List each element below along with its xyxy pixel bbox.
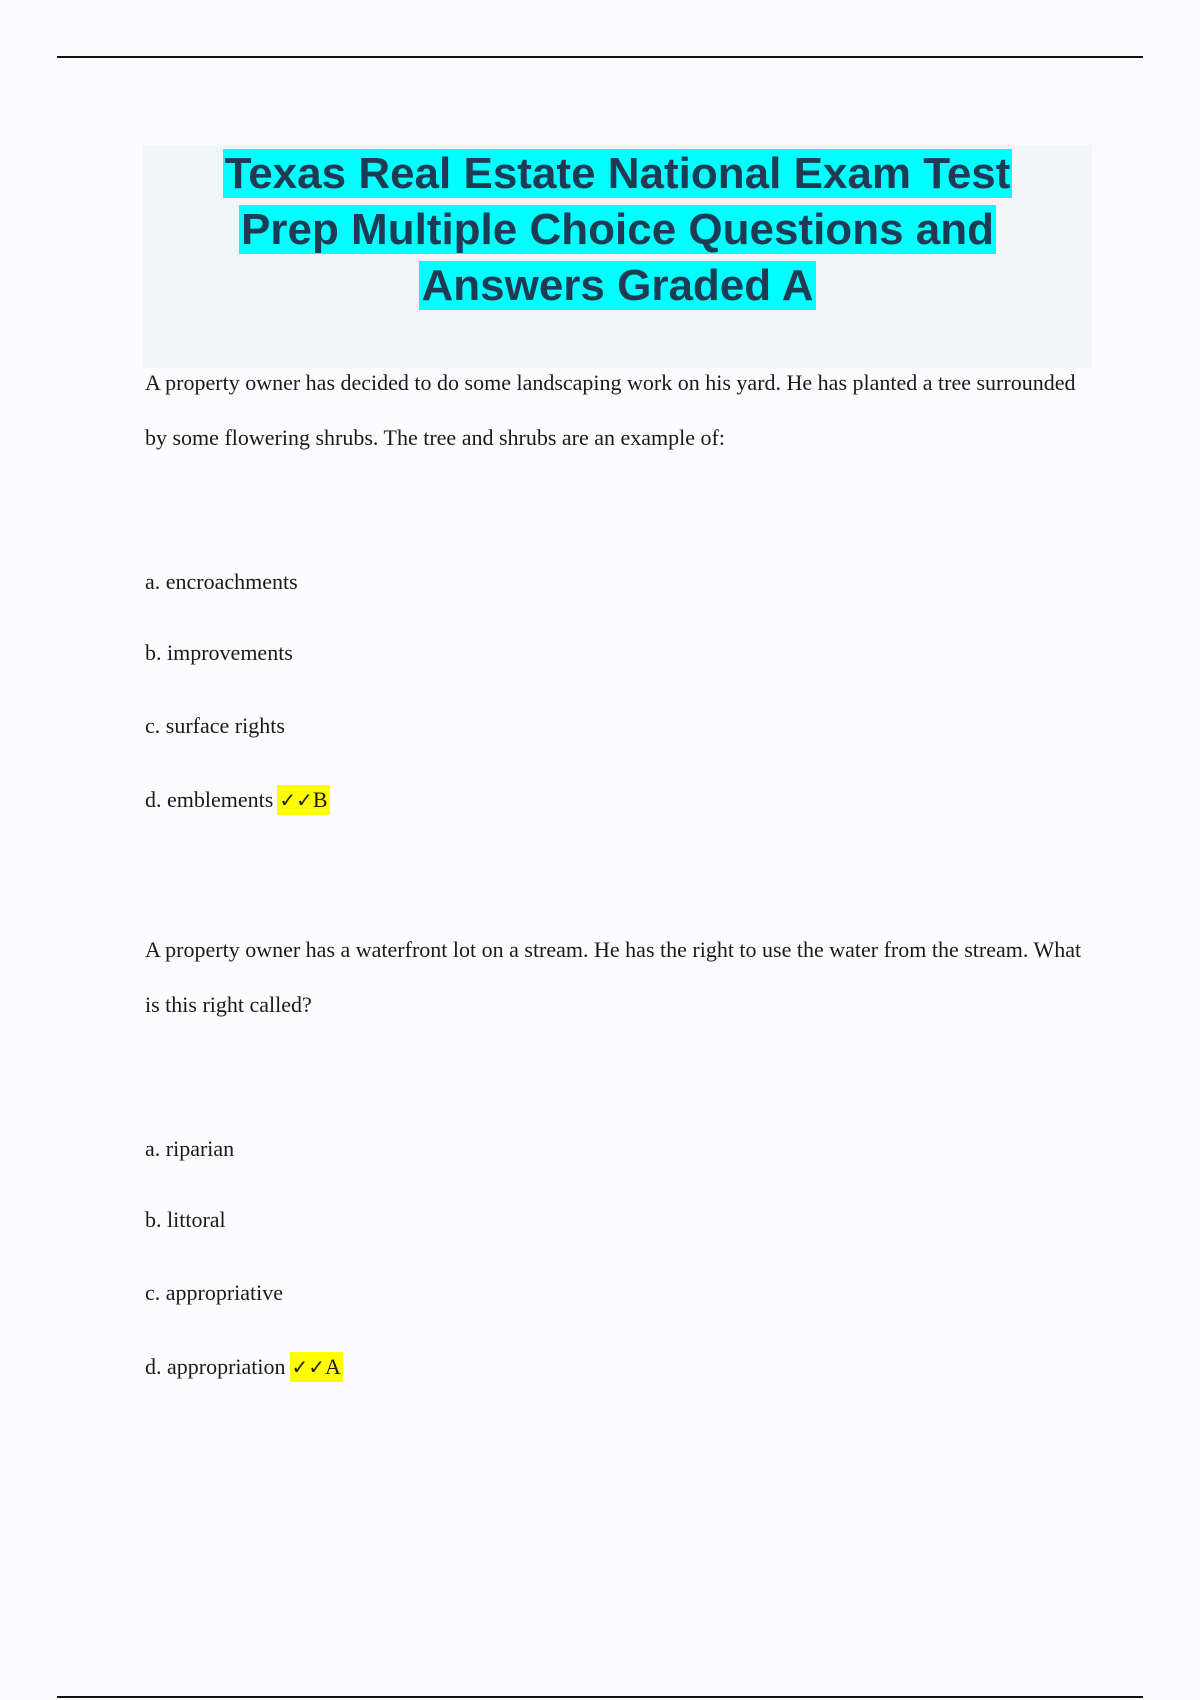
double-check-icon: ✓✓ <box>291 1355 326 1379</box>
question-2-option-d-label: d. appropriation <box>145 1354 286 1379</box>
question-2-option-b: b. littoral <box>145 1207 226 1232</box>
question-2-text: A property owner has a waterfront lot on a stream. He has the right to use the water from the stream. What is this right called? <box>145 937 1082 1017</box>
title-line-3: Answers Graded A <box>421 261 814 310</box>
question-1-option-c: c. surface rights <box>145 713 285 738</box>
question-1-answer <box>277 785 329 815</box>
question-2-option-d <box>145 1352 343 1382</box>
question-2-option-a: a. riparian <box>145 1136 235 1161</box>
document-title <box>143 146 1092 314</box>
question-2-option-c: c. appropriative <box>145 1280 284 1305</box>
top-rule <box>57 56 1143 58</box>
question-1-option-d <box>145 785 330 815</box>
bottom-rule <box>57 1696 1143 1698</box>
question-1-option-d-label: d. emblements <box>145 787 274 812</box>
question-2-answer-letter: A <box>325 1354 341 1379</box>
question-1-text: A property owner has decided to do some landscaping work on his yard. He has planted a tree surrounded by some flowering shrubs. The tree and shrubs are an example of: <box>145 370 1076 450</box>
title-line-1: Texas Real Estate National Exam Test <box>224 149 1011 198</box>
question-1-answer-letter: B <box>312 787 328 812</box>
title-line-2: Prep Multiple Choice Questions and <box>241 205 994 254</box>
question-2-answer <box>290 1352 343 1382</box>
question-1-option-a: a. encroachments <box>145 569 298 594</box>
double-check-icon: ✓✓ <box>279 788 313 812</box>
question-1-option-b: b. improvements <box>145 640 293 665</box>
